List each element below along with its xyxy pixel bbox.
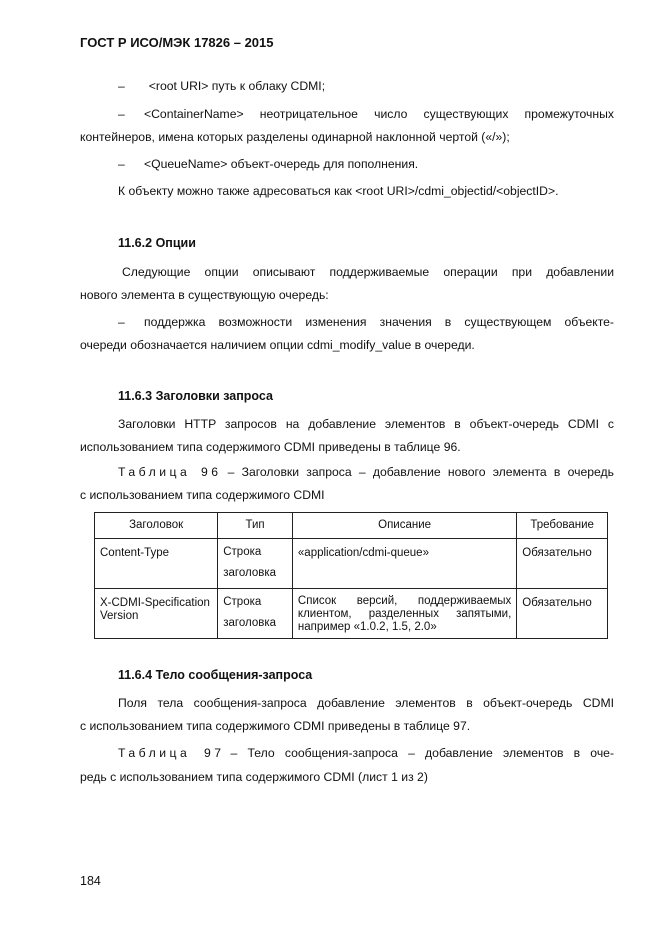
- document-header: ГОСТ Р ИСО/МЭК 17826 – 2015: [80, 35, 274, 50]
- paragraph-line: с использованием типа содержимого CDMI приведены в таблице 97.: [80, 719, 471, 733]
- section-number: 11.6.3: [118, 389, 153, 403]
- list-item: [80, 73, 614, 99]
- cell-type: Строка заголовка: [218, 539, 293, 589]
- table-header-row: [95, 513, 608, 539]
- table-96: [94, 512, 608, 639]
- table-caption-text: – Заголовки запроса – добавление нового элемента в очередь: [227, 465, 614, 479]
- table-caption-label: Таблица 97: [118, 746, 225, 760]
- cell-type: Строка заголовка: [218, 589, 293, 639]
- paragraph-line: Поля тела сообщения-запроса добавление элементов в объект-очередь CDMI: [118, 696, 614, 710]
- list-item-text: <QueueName> объект-очередь для пополнения.: [144, 157, 419, 171]
- cell-requirement: Обязательно: [517, 589, 608, 639]
- section-title: Тело сообщения-запроса: [155, 668, 313, 682]
- section-title: Заголовки запроса: [155, 389, 273, 403]
- section-heading-11-6-3: [80, 383, 614, 409]
- table-caption-text: – Тело сообщения-запроса – добавление элементов в оче-: [230, 746, 615, 760]
- column-header: Заголовок: [95, 513, 218, 539]
- list-dash: –: [118, 157, 125, 171]
- page-number: 184: [80, 874, 101, 888]
- table-caption: [80, 740, 614, 766]
- section-title: Опции: [155, 236, 196, 250]
- paragraph-line: использованием типа содержимого CDMI приведены в таблице 96.: [80, 440, 461, 454]
- paragraph-line: нового элемента в существующую очередь:: [80, 288, 329, 302]
- section-heading-11-6-2: [80, 230, 614, 256]
- list-item-continuation: очереди обозначается наличием опции cdmi_modify_value в очереди.: [80, 338, 475, 352]
- list-item-text-line1: поддержка возможности изменения значения в существующем объекте-: [144, 315, 614, 329]
- section-heading-11-6-4: [80, 662, 614, 688]
- table-row: [95, 539, 608, 589]
- cell-header-name: Content-Type: [95, 539, 218, 589]
- list-item-text: <root URI> путь к облаку CDMI;: [148, 79, 326, 93]
- cell-header-name: X-CDMI-SpecificationVersion: [95, 589, 218, 639]
- paragraph-line: Следующие опции описывают поддерживаемые операции при добавлении: [122, 265, 614, 279]
- column-header: Тип: [218, 513, 293, 539]
- list-dash: –: [118, 315, 125, 329]
- list-item-text-line1: <ContainerName> неотрицательное число существующих промежуточных: [144, 107, 614, 121]
- cell-description: Список версий, поддерживаемых клиентом, разделенных запятыми, например «1.0.2, 1.5, 2.0»: [292, 589, 516, 639]
- list-dash: –: [118, 107, 125, 121]
- paragraph-address: К объекту можно также адресоваться как <root URI>/cdmi_objectid/<objectID>.: [118, 184, 559, 198]
- cell-description: «application/cdmi-queue»: [292, 539, 516, 589]
- list-item: [80, 151, 614, 177]
- table-caption-continuation: с использованием типа содержимого CDMI: [80, 488, 325, 502]
- section-number: 11.6.4: [118, 668, 153, 682]
- table-caption-label: Таблица 96: [118, 465, 222, 479]
- section-number: 11.6.2: [118, 236, 153, 250]
- column-header: Требование: [517, 513, 608, 539]
- column-header: Описание: [292, 513, 516, 539]
- paragraph-line: Заголовки HTTP запросов на добавление элементов в объект-очередь CDMI с: [118, 417, 614, 431]
- list-dash: –: [118, 79, 125, 93]
- cell-requirement: Обязательно: [517, 539, 608, 589]
- list-item-continuation: контейнеров, имена которых разделены одинарной наклонной чертой («/»);: [80, 130, 510, 144]
- table-row: [95, 589, 608, 639]
- table-caption-continuation: редь с использованием типа содержимого CDMI (лист 1 из 2): [80, 770, 428, 784]
